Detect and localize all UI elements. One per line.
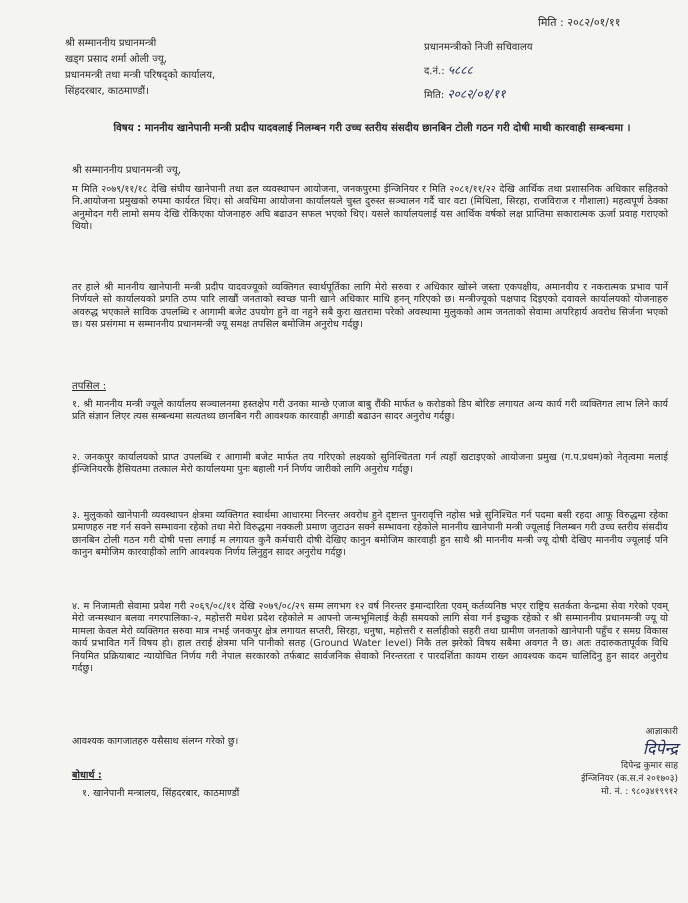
salutation: श्री सम्माननीय प्रधानमन्त्री ज्यू, bbox=[72, 165, 182, 176]
stamp-date-value: २०८२/०१/११ bbox=[447, 87, 506, 101]
body-paragraph: म मिति २०७९/११/१८ देखि संघीय खानेपानी तथा ढल व्यवस्थापन आयोजना, जनकपुरमा ईन्जिनियर र मिति २०८१/११/२२ देखि आर्थिक तथा प्रशासनिक अधिकार सहितको नि.आयोजना प्रमुखको रुपमा कार्यरत थिए। सो अवधिमा आयोजना कार्यालयले चुस्त दुरुस्त सञ्चालन गर्दै चार वटा (मिथिला, सिरहा, राजविराज र गौशाला) महत्वपूर्ण ठेक्का अनुमोदन गरी लामो समय देखि रोकिएका योजनाहरु अघि बढाउन सफल भएको थिए। यसले कार्यालयलाई यस आर्थिक वर्षको लक्ष प्राप्तिमा सकारात्मक ऊर्जा प्रवाह गराएको थियो। bbox=[72, 184, 668, 233]
closing-word: आज्ञाकारी bbox=[645, 727, 678, 737]
copy-to-section bbox=[72, 770, 239, 801]
signature-block bbox=[508, 726, 678, 799]
stamp-office: प्रधानमन्त्रीको निजी सचिवालय bbox=[424, 42, 533, 53]
subject-text: माननीय खानेपानी मन्त्री प्रदीप यादवलाई निलम्बन गरी उच्च स्तरीय संसदीय छानबिन टोली गठन गरी दोषी माथी कारवाही सम्बन्धमा । bbox=[144, 123, 631, 134]
signer-name: दिपेन्द्र कुमार साह bbox=[620, 760, 678, 771]
recipient-address bbox=[65, 36, 215, 100]
copy-heading: बोधार्थ : bbox=[72, 770, 102, 781]
stamp-darta-label: द.नं.: bbox=[424, 66, 445, 77]
subject-label: विषय : bbox=[113, 123, 142, 134]
copy-item: १. खानेपानी मन्त्रालय, सिंहदरबार, काठमाण्डौं bbox=[82, 788, 240, 800]
stamp-date-row bbox=[424, 83, 619, 107]
recipient-line: खड्ग प्रसाद शर्मा ओली ज्यू, bbox=[65, 54, 167, 65]
tapsil-item: ४. म निजामती सेवामा प्रवेश गरी २०६९/०८/११ देखि २०७९/०८/२९ सम्म लगभग १२ वर्ष निरन्तर इमान्दारिता एवम् कर्तव्यनिष्ठ भएर राष्ट्रिय सतर्कता केन्द्रमा सेवा गरेको एवम् मेरो जन्मस्थान बलवा नगरपालिका-२, महोत्तरी मधेश प्रदेश रहेकोले म आफ्नो जन्मभूमिलाई केही समयको लागि सेवा गर्न इच्छुक रहेको र श्री सम्माननीय प्रधानमन्त्री ज्यू यो मामला केवल मेरो व्यक्तिगत सरुवा मात्र नभई जनकपुर क्षेत्र लगायत सप्तरी, सिरहा, धनुषा, महोत्तरी र सर्लाहीको सहरी तथा ग्रामीण जनताको खानेपानी पहुँच र समग्र विकास कार्य प्रभावित गर्ने विषय हो। हाल तराई क्षेत्रमा पनि पानीको सतह (Ground Water level) निकै तल झरेको विषय सबैमा अवगत नै छ। अतः तदारुकतापूर्वक विधि नियमित प्रक्रियाबाट न्यायोचित निर्णय गरी नेपाल सरकारको तर्फबाट सार्वजनिक सेवाको निरन्तरता र पारदर्शिता कायम राख्न आवश्यक कदम चालिदिनु हुन सादर अनुरोध गर्दछु। bbox=[72, 601, 668, 675]
signer-title: ईन्जिनियर (क.स.नं २०१७०३) bbox=[581, 773, 678, 784]
subject-line bbox=[72, 120, 672, 137]
recipient-line: सिंहदरबार, काठमाण्डौं। bbox=[65, 86, 149, 97]
stamp-date-label: मिति: bbox=[424, 90, 445, 101]
recipient-line: प्रधानमन्त्री तथा मन्त्री परिषद्‌को कार्यालय, bbox=[65, 70, 216, 81]
signer-phone: मो. नं. : ९८०३४१९९१२ bbox=[601, 786, 678, 797]
recipient-line: श्री सम्माननीय प्रधानमन्त्री bbox=[65, 38, 157, 49]
body-paragraph: तर हाले श्री माननीय खानेपानी मन्त्री प्रदीप यादवज्यूको व्यक्तिगत स्वार्थपूर्तिका लागि मेरो सरुवा र अधिकार खोस्ने जस्ता एकपक्षीय, अमानवीय र नकरात्मक प्रभाव पार्ने निर्णयले सो कार्यालयको प्रगति ठप्प पारि लाखौं जनताको स्वच्छ पानी खाने अधिकार माथि हनन् गरिएको छ। मन्त्रीज्यूको पक्षपाद दिइएको दवावले कार्यालयको योजनाहरु अवरुद्ध भएकाले साविक उपलब्धि र आगामी बजेट उपयोग हुने वा नहुने सबै कुरा खतरामा परेको अवस्थामा मुलुकको आम जनताको सेवामा अपरिहार्य अवरोध सिर्जना भएको छ। यस प्रसंगमा म सम्माननीय प्रधानमन्त्री ज्यू समक्ष तपसिल बमोजिम अनुरोध गर्दछु। bbox=[72, 282, 668, 331]
registration-stamp bbox=[424, 36, 619, 107]
tapsil-item: २. जनकपुर कार्यालयको प्राप्त उपलब्धि र आगामी बजेट मार्फत तय गरिएको लक्ष्यको सुनिश्चितता गर्न त्यहाँ खटाइएको आयोजना प्रमुख (ग.प.प्रथम)को नेतृत्वमा मलाई ईन्जिनियरकै हैसियतमा तत्काल मेरो कार्यालयमा पुनः बहाली गर्न निर्णय जारीको लागि अनुरोध गर्दछु। bbox=[72, 452, 668, 476]
stamp-darta-row bbox=[424, 59, 619, 83]
tapsil-item: ३. मुलुकको खानेपानी व्यवस्थापन क्षेत्रमा व्यक्तिगत स्वार्थमा आधारमा निरन्तर अवरोध हुने दृष्टान्त पुनरावृत्ति नहोस भन्ने सुनिश्चित गर्न पदमा बसी रहदा आफू विरुद्धमा रहेका प्रमाणहरु नष्ट गर्न सक्ने सम्भावना रहेको तथा मेरो विरुद्धमा नक्कली प्रमाण जुटाउन सक्ने सम्भावना रहेकोले माननीय खानेपानी मन्त्री ज्यूलाई निलम्बन गरी उच्च स्तरीय संसदीय छानबिन टोली गठन गरी दोषी पत्ता लगाई म लगायत कुनै कर्मचारी दोषी देखिए कानुन बमोजिम कारवाही हुन साथै श्री माननीय मन्त्री ज्यू दोषी देखिए माननीय ज्यूलाई पनि कानुन बमोजिम कारवाहीको लागि आवश्यक निर्णय लिनुहुन सादर अनुरोध गर्दछु। bbox=[72, 510, 668, 559]
signature-mark: दिपेन्द्र bbox=[642, 739, 678, 758]
tapsil-item: १. श्री माननीय मन्त्री ज्यूले कार्यालय सञ्चालनमा हस्तक्षेप गरी उनका मान्छे एजाज बाबु रौंकी मार्फत ७ करोडको डिप बोरिङ लगायत अन्य कार्य गरी व्यक्तिगत लाभ लिने कार्य प्रति संज्ञान लिएर त्यस सम्बन्धमा सत्यतथ्य छानबिन गरी आवश्यक कारवाही अगाडी बढाउन सादर अनुरोध गर्दछु। bbox=[72, 399, 668, 423]
letter-date: मिति : २०८२/०१/११ bbox=[538, 16, 621, 29]
tapsil-heading: तपसिल : bbox=[72, 381, 107, 392]
attachment-note: आवश्यक कागजातहरु यसैसाथ संलग्न गरेको छु। bbox=[72, 736, 239, 747]
stamp-darta-value: ५८८८ bbox=[447, 63, 473, 77]
